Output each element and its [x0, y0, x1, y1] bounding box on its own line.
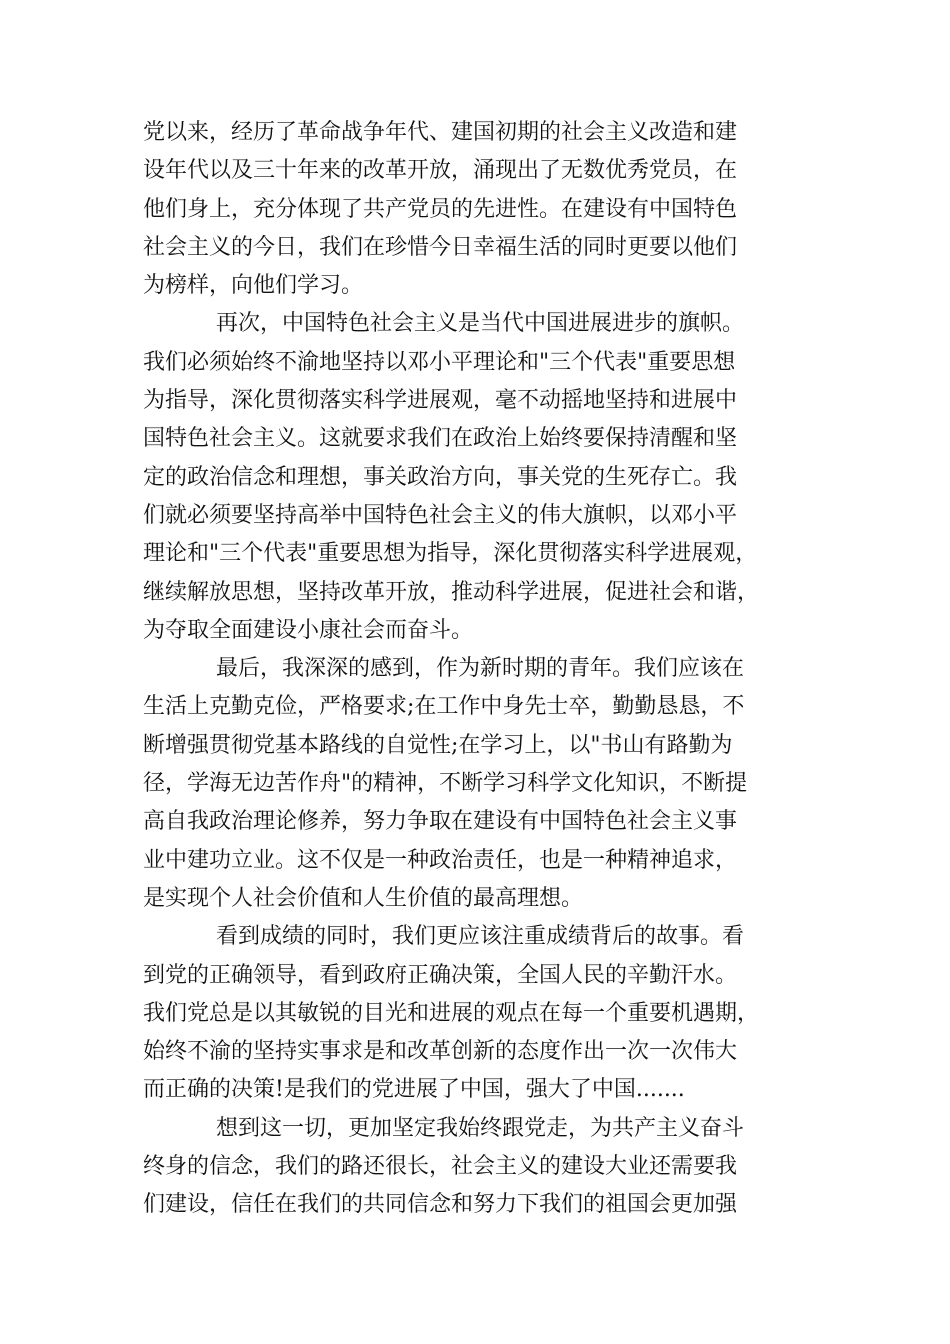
text-line: 我们党总是以其敏锐的目光和进展的观点在每一个重要机遇期， — [143, 1000, 760, 1026]
text-line: 业中建功立业。这不仅是一种政治责任，也是一种精神追求， — [143, 847, 738, 873]
document-body — [143, 114, 807, 1225]
text-line: 到党的正确领导，看到政府正确决策，全国人民的辛勤汗水。 — [143, 962, 738, 988]
paragraph-start-line: 看到成绩的同时，我们更应该注重成绩背后的故事。看 — [216, 924, 745, 950]
text-line: 始终不渝的坚持实事求是和改革创新的态度作出一次一次伟大 — [143, 1039, 738, 1065]
text-line: 国特色社会主义。这就要求我们在政治上始终要保持清醒和坚 — [143, 426, 738, 452]
text-line: 是实现个人社会价值和人生价值的最高理想。 — [143, 885, 584, 911]
text-line: 而正确的决策!是我们的党进展了中国，强大了中国....... — [143, 1077, 685, 1103]
text-line: 高自我政治理论修养，努力争取在建设有中国特色社会主义事 — [143, 809, 738, 835]
text-line: 断增强贯彻党基本路线的自觉性;在学习上，以"书山有路勤为 — [143, 732, 733, 758]
paragraph-start-line: 想到这一切，更加坚定我始终跟党走，为共产主义奋斗 — [216, 1115, 745, 1141]
text-line: 继续解放思想，坚持改革开放，推动科学进展，促进社会和谐， — [143, 579, 760, 605]
text-line: 他们身上，充分体现了共产党员的先进性。在建设有中国特色 — [143, 196, 738, 222]
text-line: 径，学海无边苦作舟"的精神，不断学习科学文化知识，不断提 — [143, 771, 748, 797]
text-line: 我们必须始终不渝地坚持以邓小平理论和"三个代表"重要思想 — [143, 349, 736, 375]
text-line: 终身的信念，我们的路还很长，社会主义的建设大业还需要我 — [143, 1154, 738, 1180]
text-line: 为指导，深化贯彻落实科学进展观，毫不动摇地坚持和进展中 — [143, 388, 738, 414]
paragraph-start-line: 再次，中国特色社会主义是当代中国进展进步的旗帜。 — [216, 311, 745, 337]
text-line: 党以来，经历了革命战争年代、建国初期的社会主义改造和建 — [143, 120, 738, 145]
paragraph-start-line: 最后，我深深的感到，作为新时期的青年。我们应该在 — [216, 656, 745, 682]
text-line: 社会主义的今日，我们在珍惜今日幸福生活的同时更要以他们 — [143, 234, 738, 260]
text-line: 们建设，信任在我们的共同信念和努力下我们的祖国会更加强 — [143, 1192, 738, 1218]
text-line: 设年代以及三十年来的改革开放，涌现出了无数优秀党员，在 — [143, 158, 738, 184]
text-line: 为榜样，向他们学习。 — [143, 273, 364, 299]
text-line: 理论和"三个代表"重要思想为指导，深化贯彻落实科学进展观， — [143, 541, 758, 567]
text-line: 定的政治信念和理想，事关政治方向，事关党的生死存亡。我 — [143, 464, 738, 490]
text-line: 生活上克勤克俭，严格要求;在工作中身先士卒，勤勤恳恳，不 — [143, 694, 745, 720]
text-line: 为夺取全面建设小康社会而奋斗。 — [143, 617, 474, 643]
text-line: 们就必须要坚持高举中国特色社会主义的伟大旗帜，以邓小平 — [143, 502, 738, 528]
